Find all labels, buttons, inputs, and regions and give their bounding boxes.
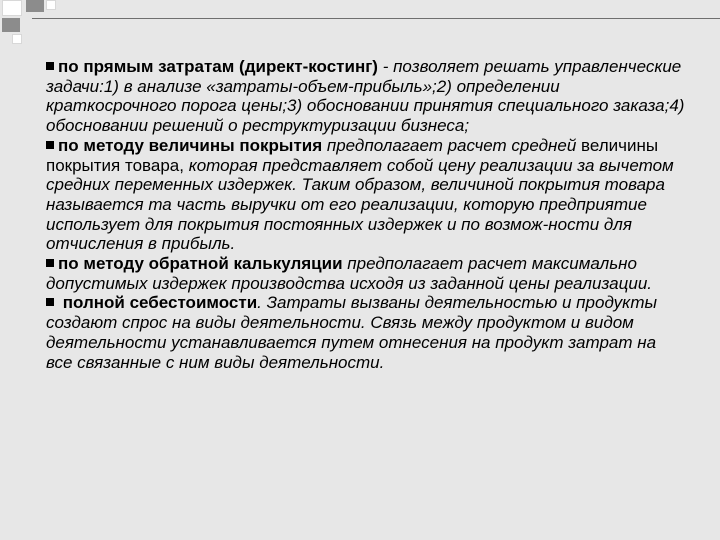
term-reverse-calculation: по методу обратной калькуляции: [58, 254, 343, 274]
term-direct-costing: по прямым затратам (директ-костинг): [58, 57, 378, 76]
bullet-icon: [46, 62, 54, 70]
term-contribution-margin: по методу величины покрытия: [58, 135, 323, 155]
paragraph-text: - позволяет решать управленческие задачи:1) в анализе «затраты-объем-прибыль»;2) определении краткосрочного порога цены;3) обосновании принятия специального заказа;4) обосновании решений о реструктуризации бизнеса;: [46, 57, 685, 136]
decor-square: [2, 0, 22, 16]
paragraph-full-cost: [46, 293, 686, 372]
bullet-icon: [46, 298, 54, 306]
paragraph-reverse-calculation: [46, 254, 686, 293]
corner-decoration: [0, 0, 80, 50]
paragraph-text: которая представляет собой цену реализации за вычетом средних переменных издержек. Таким образом, величиной покрытия товара называется та часть выручки от его реализации, которую предприятие использует для покрытия постоянных издержек и по возмож-ности для отчисления в прибыль.: [46, 155, 674, 254]
paragraph-text-regular: величины покрытия товара,: [46, 135, 659, 175]
bullet-icon: [46, 259, 54, 267]
bullet-icon: [46, 141, 54, 149]
paragraph-text: предполагает расчет максимально допустимых издержек производства исходя из заданной цены реализации.: [46, 254, 652, 293]
paragraph-direct-costing: [46, 57, 686, 136]
decor-square: [26, 0, 44, 12]
decor-square: [12, 34, 22, 44]
paragraph-text: предполагает расчет средней: [322, 135, 582, 155]
paragraph-contribution-margin: [46, 136, 686, 254]
term-full-cost: полной себестоимости: [62, 293, 258, 313]
decor-square: [2, 18, 20, 32]
decor-square: [46, 0, 56, 10]
paragraph-text: . Затраты вызваны деятельностью и продукты создают спрос на виды деятельности. Связь между продуктом и видом деятельности устанавливается путем отнесения на продукт затрат на все связанные с ним виды деятельности.: [46, 293, 658, 372]
slide-content: [46, 57, 686, 372]
title-rule: [32, 18, 720, 19]
